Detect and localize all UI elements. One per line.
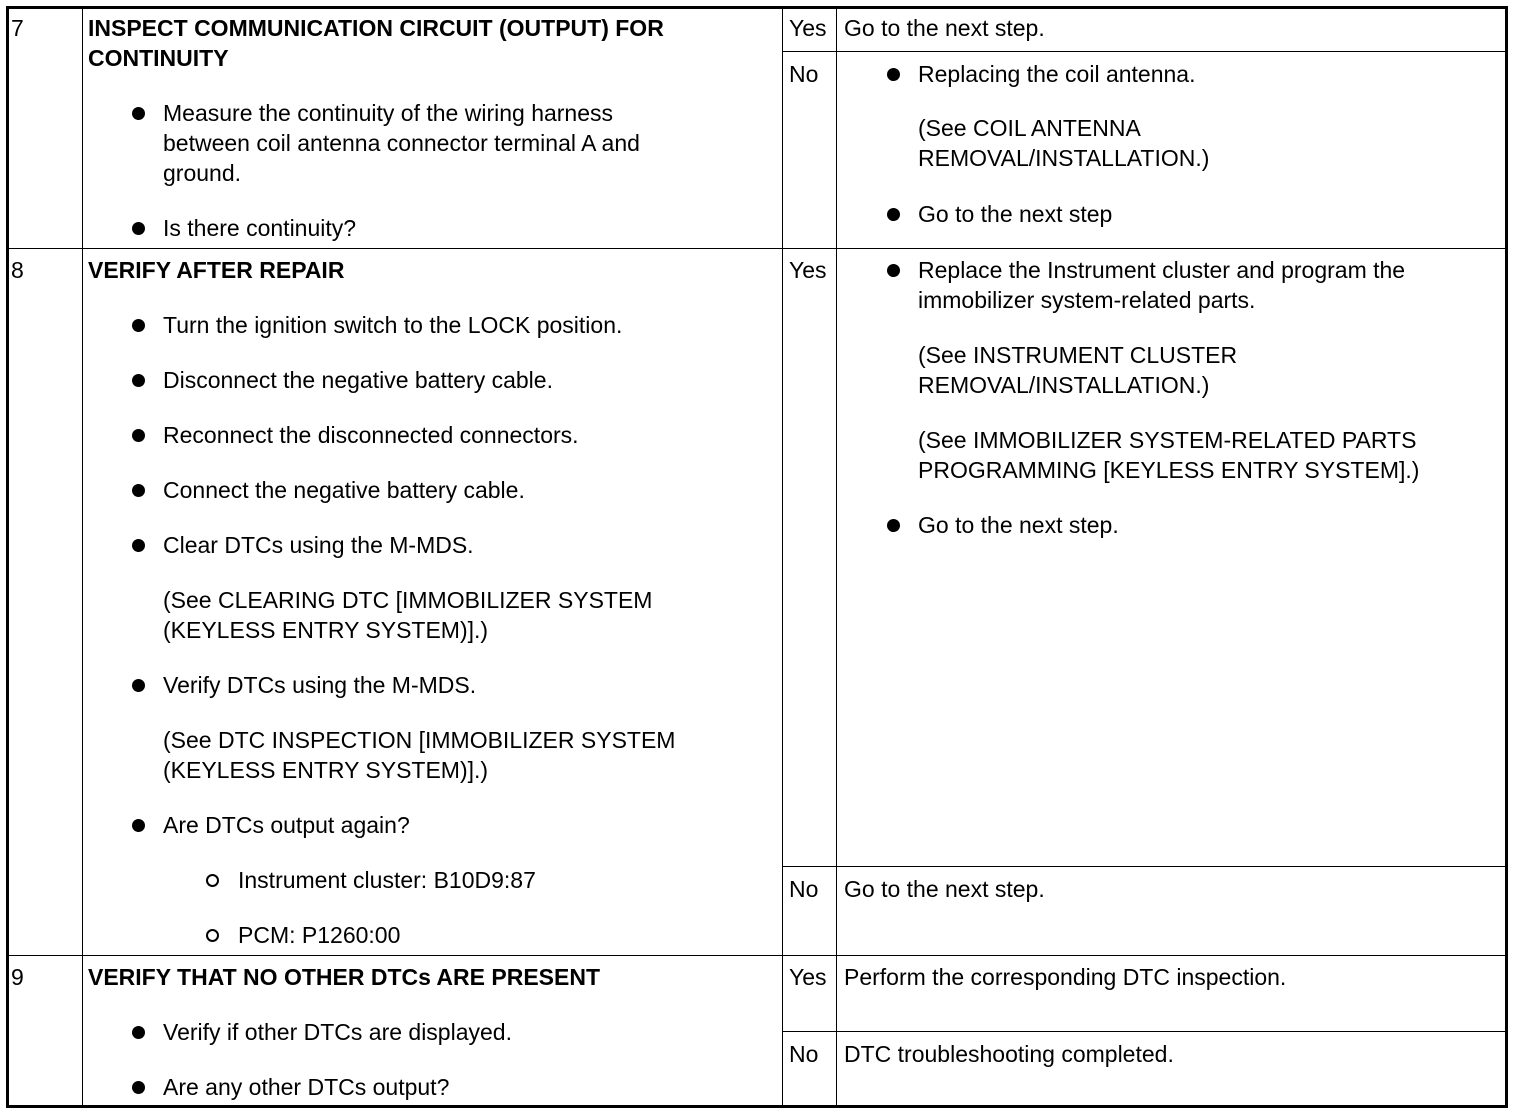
bullet-icon [132,374,145,387]
result-yes-label: Yes [789,257,827,283]
reference-text: (KEYLESS ENTRY SYSTEM)].) [163,617,489,643]
procedure-text: Measure the continuity of the wiring harness [163,100,614,126]
bullet-icon [887,519,900,532]
result-yes-label: Yes [789,964,827,990]
bullet-icon [132,1026,145,1039]
result-no-label: No [789,61,819,87]
result-yes-label: Yes [789,15,827,41]
reference-text: (KEYLESS ENTRY SYSTEM)].) [163,757,489,783]
procedure-text: between coil antenna connector terminal A and [163,130,640,156]
step-title: VERIFY THAT NO OTHER DTCs ARE PRESENT [88,964,601,990]
sub-bullet-icon [206,874,219,887]
procedure-text: ground. [163,160,242,186]
action-text: (See INSTRUMENT CLUSTER [918,342,1238,368]
row-divider-7-yes-no [782,51,1508,52]
row-divider-9-yes-no [782,1031,1508,1032]
procedure-text: Clear DTCs using the M-MDS. [163,532,474,558]
bullet-icon [887,264,900,277]
procedure-text: Are DTCs output again? [163,812,410,838]
action-text: DTC troubleshooting completed. [844,1041,1174,1067]
procedure-text: Are any other DTCs output? [163,1074,450,1100]
step-number: 9 [11,964,24,990]
procedure-text: Verify if other DTCs are displayed. [163,1019,512,1045]
action-text: REMOVAL/INSTALLATION.) [918,372,1210,398]
action-text: immobilizer system-related parts. [918,287,1256,313]
bullet-icon [887,68,900,81]
action-text: Go to the next step. [918,512,1119,538]
bullet-icon [132,429,145,442]
reference-text: (See CLEARING DTC [IMMOBILIZER SYSTEM [163,587,653,613]
action-text: PROGRAMMING [KEYLESS ENTRY SYSTEM].) [918,457,1420,483]
procedure-text: Connect the negative battery cable. [163,477,525,503]
result-no-label: No [789,1041,819,1067]
bullet-icon [132,539,145,552]
procedure-text: Disconnect the negative battery cable. [163,367,553,393]
step-title: INSPECT COMMUNICATION CIRCUIT (OUTPUT) FOR [88,15,664,41]
bullet-icon [132,319,145,332]
bullet-icon [132,222,145,235]
step-title: VERIFY AFTER REPAIR [88,257,345,283]
action-text: REMOVAL/INSTALLATION.) [918,145,1210,171]
action-text: Go to the next step. [844,15,1045,41]
row-divider-8-yes-no [782,866,1508,867]
column-divider-action [836,7,837,1108]
bullet-icon [132,819,145,832]
action-text: Go to the next step [918,201,1113,227]
procedure-text: Verify DTCs using the M-MDS. [163,672,477,698]
step-number: 8 [11,257,24,283]
row-divider-7-8 [6,248,1508,249]
result-no-label: No [789,876,819,902]
bullet-icon [132,484,145,497]
bullet-icon [132,107,145,120]
procedure-text: Reconnect the disconnected connectors. [163,422,579,448]
bullet-icon [887,208,900,221]
sub-bullet-icon [206,929,219,942]
step-title: CONTINUITY [88,45,229,71]
column-divider-step [82,7,83,1108]
procedure-text: Turn the ignition switch to the LOCK position. [163,312,623,338]
bullet-icon [132,679,145,692]
procedure-text: Is there continuity? [163,215,357,241]
reference-text: (See DTC INSPECTION [IMMOBILIZER SYSTEM [163,727,676,753]
action-text: Replacing the coil antenna. [918,61,1196,87]
action-text: (See IMMOBILIZER SYSTEM-RELATED PARTS [918,427,1417,453]
column-divider-result [782,7,783,1108]
dtc-code-text: Instrument cluster: B10D9:87 [238,867,536,893]
step-number: 7 [11,15,24,41]
action-text: (See COIL ANTENNA [918,115,1141,141]
row-divider-8-9 [6,955,1508,956]
action-text: Perform the corresponding DTC inspection. [844,964,1287,990]
bullet-icon [132,1081,145,1094]
action-text: Replace the Instrument cluster and program the [918,257,1406,283]
action-text: Go to the next step. [844,876,1045,902]
dtc-code-text: PCM: P1260:00 [238,922,401,948]
